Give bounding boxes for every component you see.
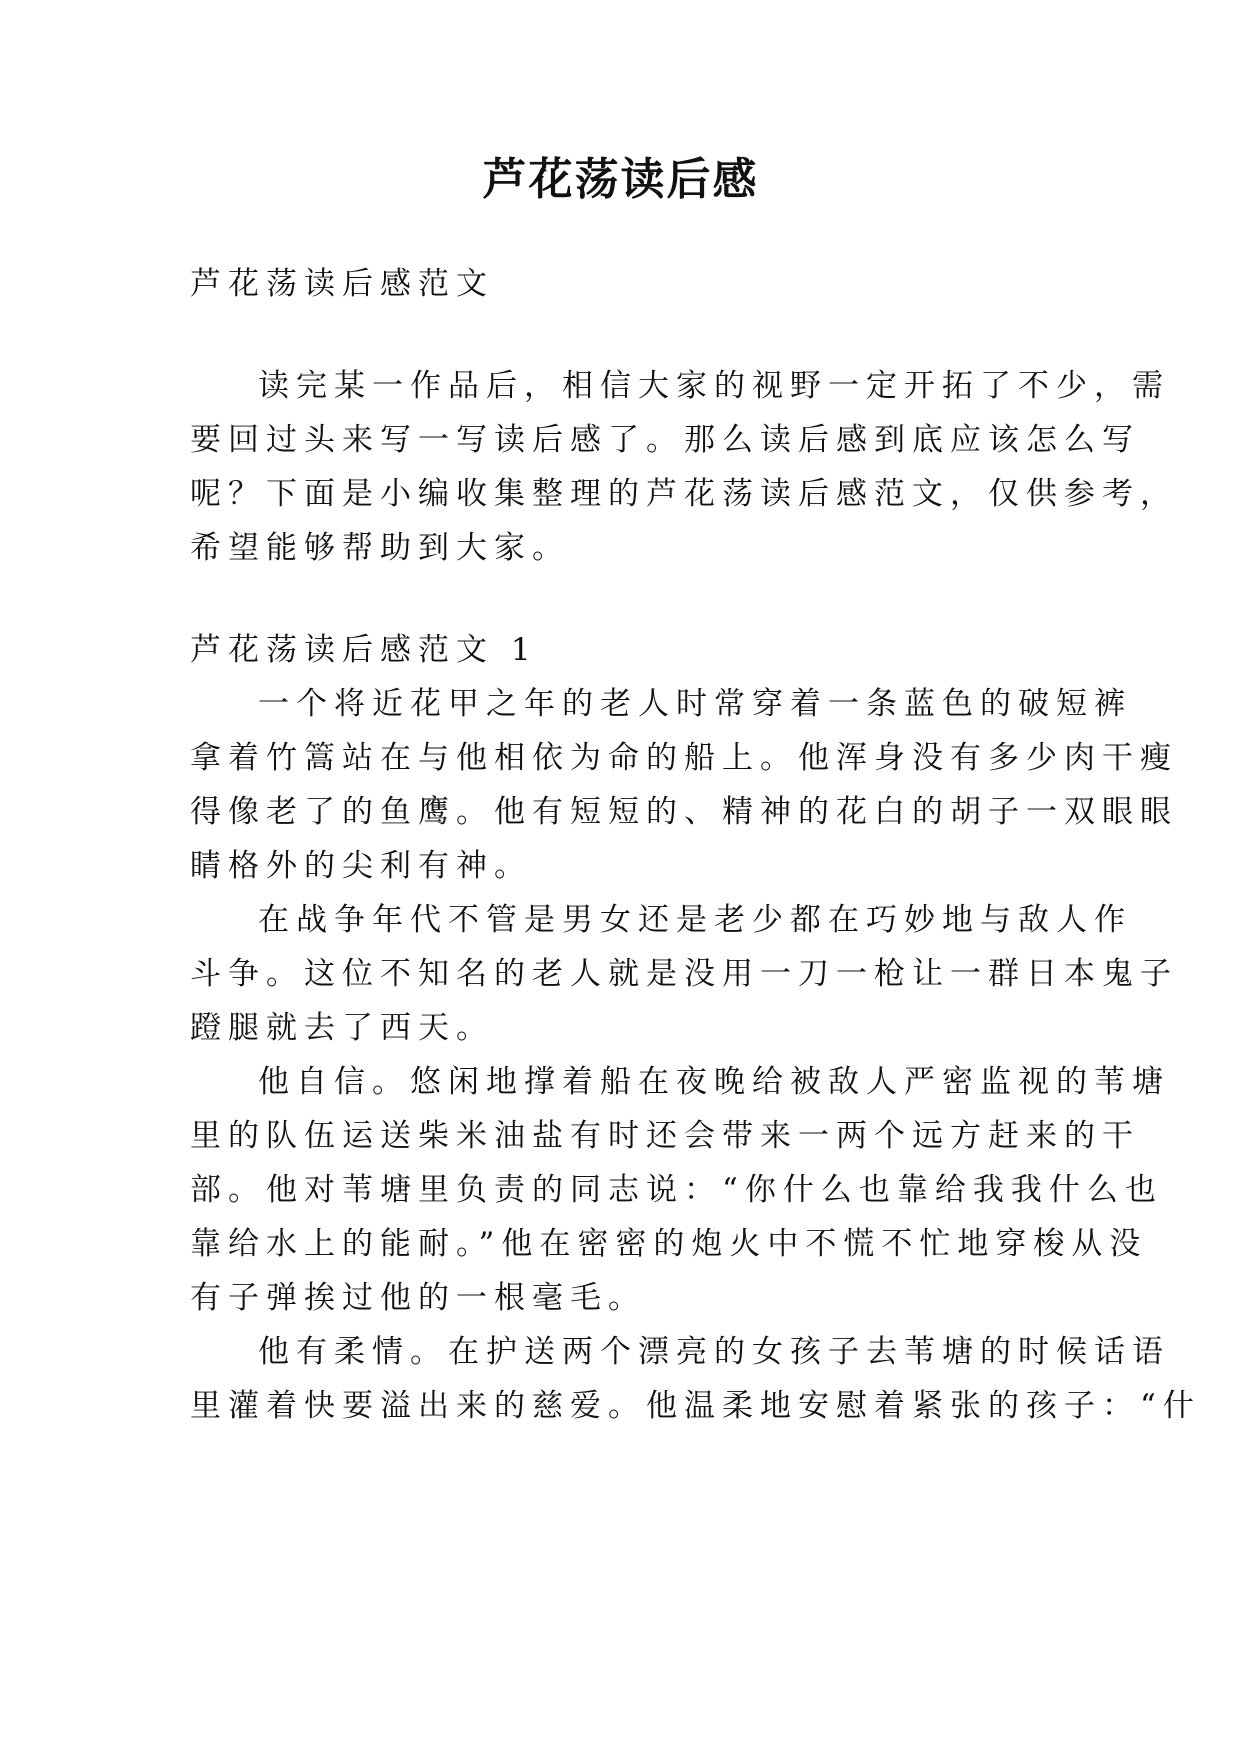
intro-line: 希望能够帮助到大家。 [190,530,570,566]
paragraph-line: 斗争。这位不知名的老人就是没用一刀一枪让一群日本鬼子 [190,956,1178,992]
paragraph-line: 有子弹挨过他的一根毫毛。 [190,1280,646,1316]
paragraph-line: 睛格外的尖利有神。 [190,848,532,884]
page-title: 芦花荡读后感 [482,154,759,205]
paragraph-line: 得像老了的鱼鹰。他有短短的、精神的花白的胡子一双眼眼 [190,794,1178,830]
intro-line: 读完某一作品后，相信大家的视野一定开拓了不少，需 [258,368,1170,404]
subtitle: 芦花荡读后感范文 [190,266,494,302]
paragraph-line: 靠给水上的能耐。”他在密密的炮火中不慌不忙地穿梭从没 [190,1226,1148,1262]
section-heading: 芦花荡读后感范文 1 [190,632,538,668]
paragraph-line: 里灌着快要溢出来的慈爱。他温柔地安慰着紧张的孩子：“什 [190,1388,1201,1424]
paragraph-line: 他有柔情。在护送两个漂亮的女孩子去苇塘的时候话语 [258,1334,1170,1370]
paragraph-line: 拿着竹篙站在与他相依为命的船上。他浑身没有多少肉干瘦 [190,740,1178,776]
paragraph-line: 部。他对苇塘里负责的同志说：“你什么也靠给我我什么也 [190,1172,1163,1208]
paragraph-line: 他自信。悠闲地撑着船在夜晚给被敌人严密监视的苇塘 [258,1064,1170,1100]
intro-line: 呢？下面是小编收集整理的芦花荡读后感范文，仅供参考， [190,476,1178,512]
paragraph-line: 在战争年代不管是男女还是老少都在巧妙地与敌人作 [258,902,1132,938]
paragraph-line: 里的队伍运送柴米油盐有时还会带来一两个远方赶来的干 [190,1118,1140,1154]
intro-line: 要回过头来写一写读后感了。那么读后感到底应该怎么写 [190,422,1140,458]
paragraph-line: 蹬腿就去了西天。 [190,1010,494,1046]
paragraph-line: 一个将近花甲之年的老人时常穿着一条蓝色的破短裤 [258,686,1132,722]
